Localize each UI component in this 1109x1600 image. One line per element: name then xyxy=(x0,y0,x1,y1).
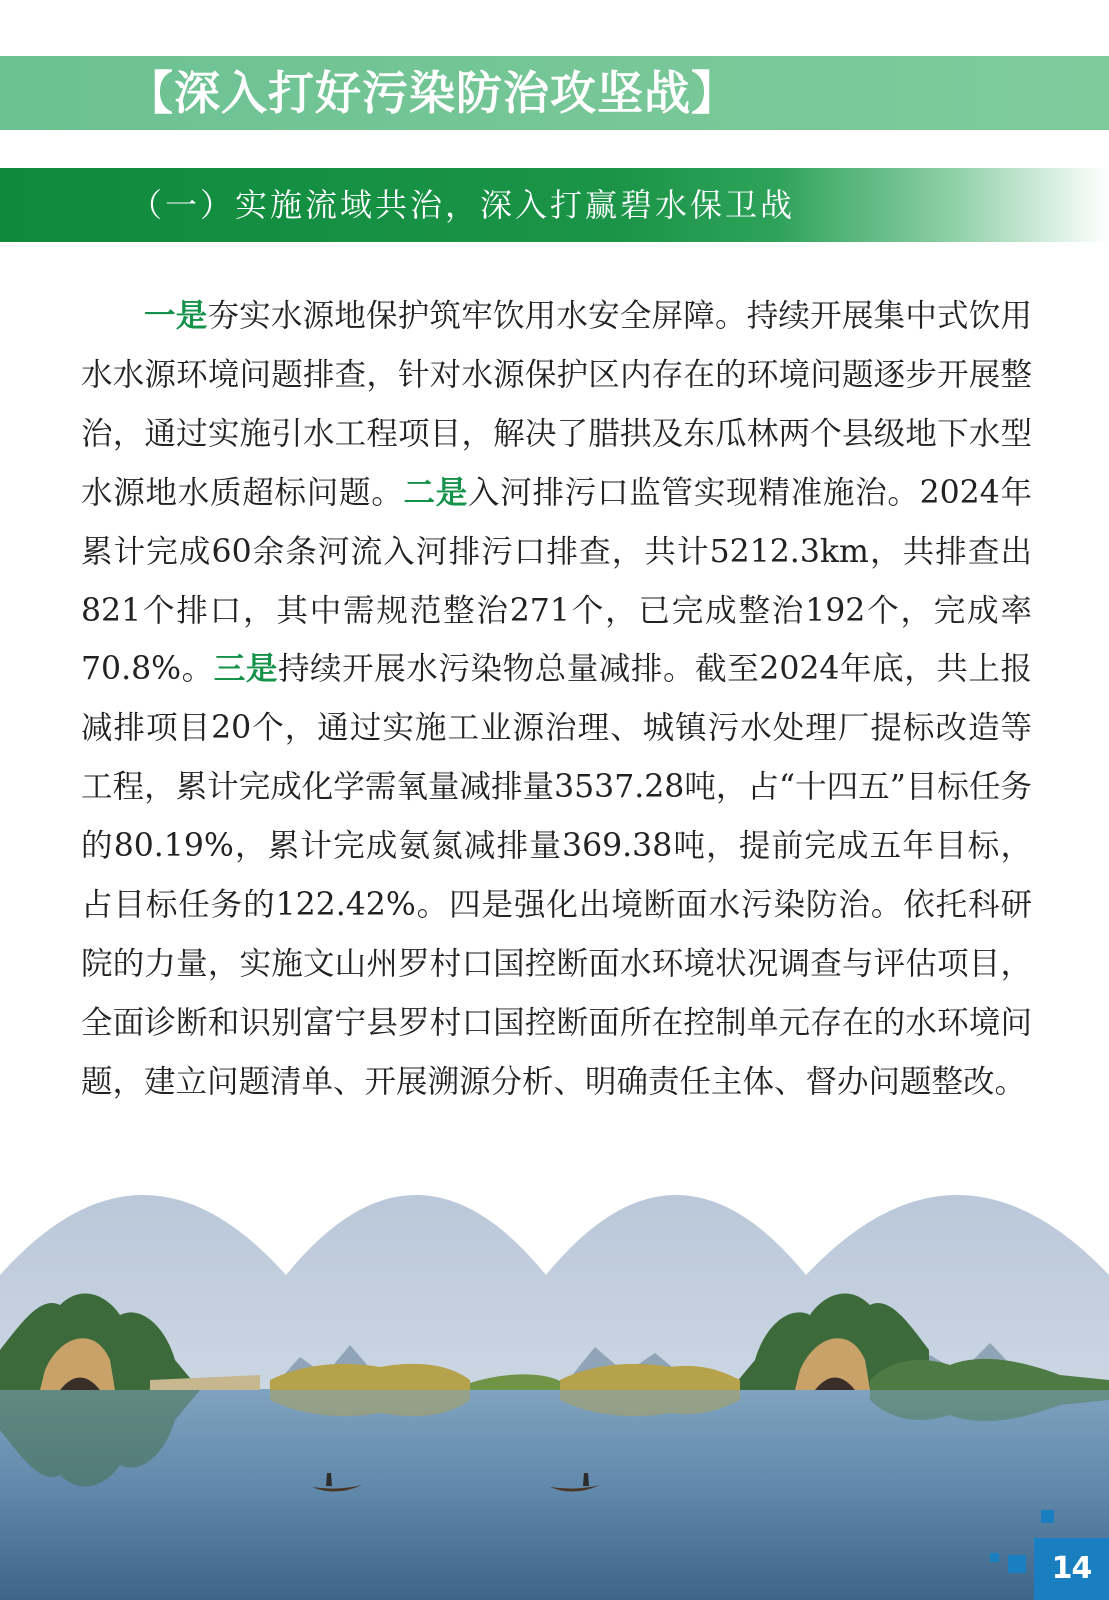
page-number: 14 xyxy=(1051,1551,1092,1586)
item-text-2: 入河排污口监管实现精准施治。2024年累计完成60余条河流入河排污口排查，共计5212.3km，共排查出821个排口，其中需规范整治271个，已完成整治192个，完成率70.8%。 xyxy=(81,474,1032,688)
item-label-1: 一是 xyxy=(144,298,208,334)
item-label-3: 三是 xyxy=(213,651,278,688)
decor-square xyxy=(1041,1510,1054,1523)
item-text-3: 持续开展水污染物总量减排。截至2024年底，共上报减排项目20个，通过实施工业源治理、城镇污水处理厂提标改造等工程，累计完成化学需氧量减排量3537.28吨，占“十四五”目标任务的80.19%，累计完成氨氮减排量369.38吨，提前完成五年目标，占目标任务的122.42%。四是强化出境断面水污染防治。依托科研院的力量，实施文山州罗村口国控断面水环境状况调查与评估项目，全面诊断和识别富宁县罗村口国控断面所在控制单元存在的水环境问题，建立问题清单、开展溯源分析、明确责任主体、督办问题整改。 xyxy=(81,651,1032,1100)
subsection-title: （一）实施流域共治，深入打赢碧水保卫战 xyxy=(130,186,796,224)
section-title: 【深入打好污染防治攻坚战】 xyxy=(127,66,738,120)
body-paragraph xyxy=(81,287,1032,1112)
lake-landscape-photo xyxy=(0,1175,1109,1600)
decor-square xyxy=(990,1553,999,1562)
decor-square xyxy=(1008,1555,1026,1573)
item-label-2: 二是 xyxy=(403,474,469,511)
item-text-1: 夯实水源地保护筑牢饮用水安全屏障。持续开展集中式饮用水水源环境问题排查，针对水源保护区内存在的环境问题逐步开展整治，通过实施引水工程项目，解决了腊拱及东瓜林两个县级地下水型水源地水质超标问题。 xyxy=(81,298,1032,511)
